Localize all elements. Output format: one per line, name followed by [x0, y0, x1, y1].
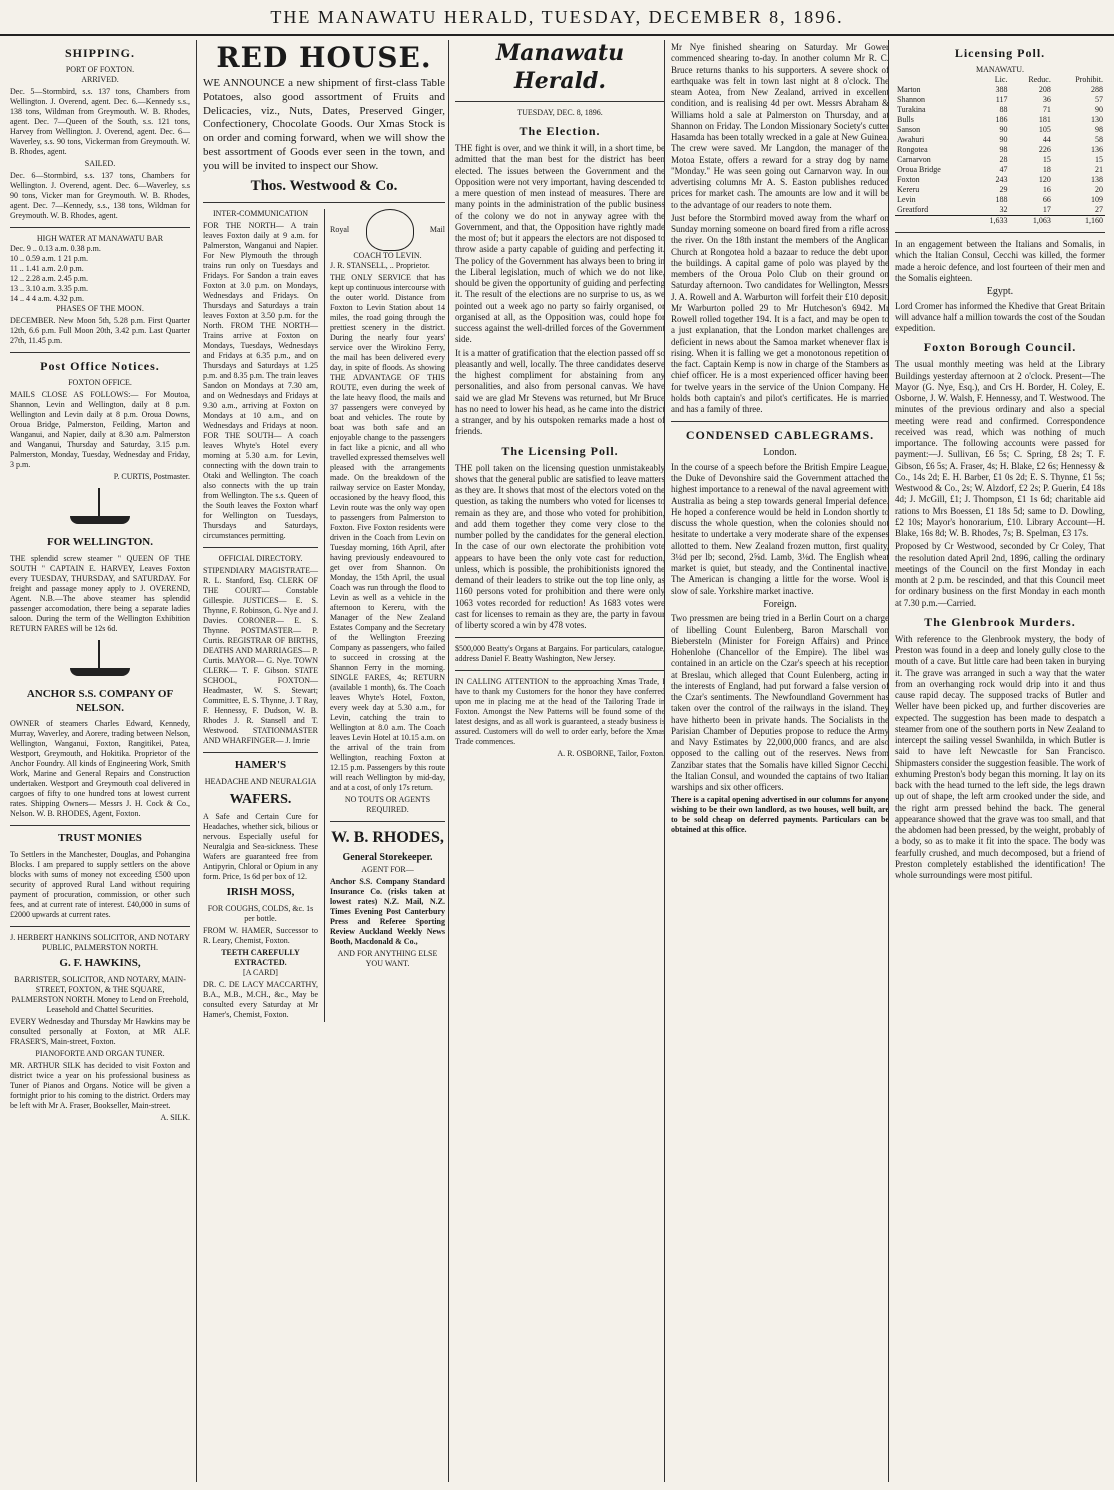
- poll-place: Foxton: [897, 175, 920, 184]
- poll-value: 138: [1091, 175, 1103, 184]
- piano-text: MR. ARTHUR SILK has decided to visit Foxton and district twice a year on his professional business as Tuner of Pianos and Organs. Notice will be given a fortnight prior to his coming to the district. Orders may be left with Mr A. Fraser, Bookseller, Main-street.: [10, 1060, 190, 1110]
- column-advertisements: [196, 40, 445, 1482]
- poll-value: 66: [1042, 195, 1051, 204]
- poll-value: 105: [1038, 125, 1051, 134]
- poll-value: 20: [1095, 185, 1103, 194]
- poll-place: Shannon: [897, 95, 925, 104]
- poll-total: 1,160: [1053, 216, 1105, 227]
- licensing-title: The Licensing Poll.: [501, 443, 619, 458]
- red-house-title: RED HOUSE.: [216, 41, 432, 74]
- column-editorial: [448, 40, 665, 1482]
- poll-value: 90: [1095, 105, 1103, 114]
- divider: [10, 227, 190, 228]
- poll-value: 243: [995, 175, 1008, 184]
- high-water-row: 10 .. 0.59 a.m. 1 21 p.m.: [10, 254, 88, 263]
- hankins-ad: J. HERBERT HANKINS SOLICITOR, AND NOTARY PUBLIC, PALMERSTON NORTH.: [10, 933, 190, 952]
- wafers-title: WAFERS.: [229, 791, 292, 807]
- london-text: In the course of a speech before the British Empire League, the Duke of Devonshire said the Government attached the highest importance to a renewal of the naval agreement with Australia as being a step towards general Imperial defence. He hoped a conference would be held in London shortly to discuss the whole question, when the colonies should not hesitate to undertake a very moderate share of the expenses allotted to them. New Zealand frozen mutton, first quality, 3¼d per lb; second, 2⅝d. Lamb, 3⅛d. The English wheat market is quiet, but steady, and the Continental inactive. The American is changing a little for the worse. Wool is slow of sale. Yorkshire market inactive.: [671, 461, 889, 596]
- column-council: [888, 40, 1105, 1482]
- irish-moss-title: IRISH MOSS,: [226, 886, 295, 899]
- licensing-text: THE poll taken on the licensing question unmistakeably shows that the general public are satisfied to leave matters as they are. It shows that most of the electors voted on the question, as taking the numbers who voted for licenses to remain as they are, and those who voted for prohibition, and add them together they come very close to the number polled by the candidates for the general election. In the case of our own electorate the prohibition vote appears to have been the only vote cast for reduction, unless, which is possible, the prohibitionists ignored the demand of their leaders to strike out the top line only, as 1160 persons voted for prohibition and there were only 1063 votes recorded for reduction! As 1683 votes were cast for licenses to remain as they are, the party in favour of liberty scored a win by 478 votes.: [455, 462, 665, 630]
- poll-value: 36: [1042, 95, 1051, 104]
- poll-value: 226: [1038, 145, 1051, 154]
- poll-value: 15: [1042, 155, 1051, 164]
- poll-value: 88: [999, 105, 1008, 114]
- poll-place: Oroua Bridge: [897, 165, 941, 174]
- red-house-text: WE ANNOUNCE a new shipment of first-class Table Potatoes, also good assortment of Fruits and Delicacies, viz., Nuts, Dates, Preserved Ginger, Confectionery, Chocolate Goods. Our Xmas Stock is on order and coming forward, when we will show the best assortment of Goods ever seen in the town, and you will be invited to inspect our Show.: [203, 77, 445, 172]
- poll-header-row: [895, 75, 1105, 85]
- divider: [10, 352, 190, 353]
- dentist-text: DR. C. DE LACY MACCARTHY, B.A., M.B., M.CH., &c., May be consulted every Saturday at Mr Hamer's, Chemist, Foxton.: [203, 980, 318, 1019]
- poll-body: [895, 85, 1105, 226]
- trust-monies-text: To Settlers in the Manchester, Douglas, and Pohangina Blocks. I am prepared to supply settlers on the above blocks with sums of money not exceeding £500 upon security of approved Rural Land without requiring payment of procuration, commission, or other such fees, and at current rate of interest. £40,000 in sums of £2000 upwards at current rates.: [10, 850, 190, 919]
- cablegrams-title: CONDENSED CABLEGRAMS.: [685, 428, 875, 443]
- poll-place: Bulls: [897, 115, 914, 124]
- poll-value: 17: [1042, 205, 1051, 214]
- local-news: Mr Nye finished shearing on Saturday. Mr Gower commenced shearing to-day. In another column Mr R. C. Bruce returns thanks to his supporters. A severe shock of earthquake was felt in town last night at 8 o'clock. The steam Aotea, from New Zealand, arrived in excellent condition, and is realising 4d per owt. Messrs Abraham & Williams hold a sale at Palmerston on Thursday, and at Shannon on Friday. The London Missionary Society's cutter Hasamda has been totally wrecked in a gale at New Guinea. The crew were saved. Mr Langdon, the manager of the Motoa Estate, offers a reward for a stray dog by name "Monday." He was seen going out Carnarvon way. In our advertising columns Mr A. S. Easton publishes reduced prices for market cash. The amounts are low and it will be to the advantage of our readers to note them.: [671, 42, 889, 210]
- nameplate: Manawatu Herald.: [495, 40, 625, 94]
- poll-place: Marton: [897, 85, 921, 94]
- divider: [203, 752, 318, 753]
- sailed-text: Dec. 6—Stormbird, s.s. 137 tons, Chambers for Wellington. J. Overend, agent. Dec. 6—Waverley, s.s 90 tons, Vicker man for Greymouth. W. B. Rhodes, agent. Dec. 7—Kennedy, s.s., 138 tons, Wildman for Greymouth. W. B. Rhodes, agent.: [10, 171, 190, 220]
- poll-value: 208: [1038, 85, 1051, 94]
- council-title: Foxton Borough Council.: [923, 340, 1077, 355]
- column-shipping: [10, 40, 190, 1482]
- port-title: PORT OF FOXTON.: [65, 65, 135, 74]
- beatty-ad: $500,000 Beatty's Organs at Bargains. For particulars, catalogue, address Daniel F. Beatty Washington, New Jersey.: [455, 644, 665, 664]
- high-water-row: Dec. 9 .. 0.13 a.m. 0.38 p.m.: [10, 244, 101, 253]
- royal-arms-icon: [366, 209, 414, 251]
- capital-opening: There is a capital opening advertised in our columns for anyone wishing to be their own landlord, as two houses, well built, are to be sold cheap on deferred payments. Particulars can be obtained at this office.: [671, 795, 889, 835]
- post-office-sign: P. CURTIS, Postmaster.: [113, 472, 190, 481]
- poll-value: 18: [1042, 165, 1051, 174]
- divider: [203, 202, 445, 203]
- london-heading: London.: [763, 447, 797, 459]
- poll-value: 188: [995, 195, 1008, 204]
- egypt-text: Lord Cromer has informed the Khedive that Great Britain will advance half a million towards the cost of the Soudan expedition.: [895, 300, 1105, 333]
- divider: [10, 926, 190, 927]
- hawkins-text: BARRISTER, SOLICITOR, AND NOTARY, MAIN-STREET, FOXTON, & THE SQUARE, PALMERSTON NORTH. Money to Lend on Freehold, Leasehold and Chattel Securities.: [11, 974, 189, 1014]
- poll-value: 98: [999, 145, 1008, 154]
- poll-value: 130: [1091, 115, 1103, 124]
- column-news: [664, 40, 889, 1482]
- poll-place: Kereru: [897, 185, 920, 194]
- hamer-subtitle: HEADACHE AND NEURALGIA: [204, 776, 317, 786]
- mail-label: Mail: [429, 225, 445, 234]
- council-text: The usual monthly meeting was held at the Library Buildings yesterday afternoon at 2 o'clock. Present—The Mayor (G. Nye, Esq.), and Crs H. Border, H. Coley, E. Osborne, J. W. Walsh, F. Hennessy, and T. Westwood. The minutes of the previous ordinary and also a special meeting were read and confirmed. Correspondence received was read, which was nothing of much importance. The following accounts were passed for payment:—J. Sullivan, £6 5s; C. Spring, £8 2s; T. F. Gibson, £6 5s; A. Fraser, 4s; H. Blake, £2 6s; Hennessy & Co., 14s 2d; E. H. Barber, £1 0s 2d; E. S. Thynne, £1 5s; Westwood & Co., 2s; W. Alzdorf, £2 2s; P. Guerin, £4 18s 4d; J. McGill, £1; J. Thompson, £1 1s 6d; charitable aid rations to Mrs Boessen, £1 18s 5d; same to D. Dowling, £2 10s; Mayor's honorarium, £10. Library Account—H. Blake, 16s 8d; W. B. Rhodes, 7s; B. Spelman, £3 17s.: [895, 359, 1105, 538]
- poll-row: [895, 185, 1105, 195]
- poll-row: [895, 155, 1105, 165]
- high-water-row: 14 .. 4 4 a.m. 4.32 p.m.: [10, 294, 84, 303]
- sailed-label: SAILED.: [84, 159, 116, 168]
- election-text-2: It is a matter of gratification that the election passed off so pleasantly and well, locally. The three candidates deserve the highest compliment for abstaining from any personalities, and also from personal canvas. We have said we are glad Mr Stevens was returned, but Mr Bruce has no need to lower his head, as he came into the district a stranger, and by his outspoken remarks made a host of friends.: [455, 347, 665, 437]
- coach-title: COACH TO LEVIN.: [353, 251, 422, 260]
- directory-title: OFFICIAL DIRECTORY.: [218, 554, 303, 563]
- engagement-text: In an engagement between the Italians and Somalis, in which the Italian Consul, Cecchi was killed, the former made a heroic defence, and lost fourteen of their men and the Somalis eighteen.: [895, 239, 1105, 283]
- poll-value: 288: [1091, 85, 1103, 94]
- coach-proprietor: J. R. STANSELL, .. Proprietor.: [330, 261, 430, 270]
- post-office-title: Post Office Notices.: [40, 359, 160, 373]
- sailing-ship-illustration: [60, 640, 140, 682]
- poll-total-row: [895, 216, 1105, 227]
- anchor-company-title: ANCHOR S.S. COMPANY OF NELSON.: [26, 687, 174, 714]
- anchor-company-text: OWNER of steamers Charles Edward, Kennedy, Murray, Waverley, and Aorere, trading between Nelson, Wellington, Wanganui, Foxton, Rangitikei, Patea, Westport, Greymouth, and Hokitika. Proprietor of the Anchor Foundry. All kinds of Engineering Work, Smith Work, Marine and General Repairs and Construction undertaken. Westport and Greymouth coal delivered in cargoes of fifty to one hundred tons at lowest current rates. Shipping Owners— Messrs J. H. Cock & Co., Nelson. W. B. RHODES, Agent, Foxton.: [10, 719, 190, 819]
- poll-subtitle: MANAWATU.: [975, 65, 1025, 74]
- poll-value: 29: [999, 185, 1008, 194]
- poll-place: Sanson: [897, 125, 921, 134]
- divider: [203, 547, 318, 548]
- hamer-from: FROM W. HAMER, Successor to R. Leary, Chemist, Foxton.: [203, 926, 318, 945]
- poll-header: Prohibit.: [1075, 75, 1103, 84]
- poll-row: [895, 105, 1105, 115]
- wellington-text: THE splendid screw steamer " QUEEN OF THE SOUTH " CAPTAIN E. HARVEY, Leaves Foxton every TUESDAY, THURSDAY, and SATURDAY. For freight and passage money apply to J. OVEREND, Agent. N.B.—The above steamer has splendid passenger accomodation, there being a separate ladies saloon. During the term of the Wellington Exhibition RETURN FARES will be 12s 6d.: [10, 553, 190, 633]
- hawkins-visit: EVERY Wednesday and Thursday Mr Hawkins may be consulted personally at Foxton, at MR ALF. FRASER'S, Main-street, Foxton.: [10, 1016, 190, 1046]
- divider: [330, 821, 445, 822]
- moon-title: PHASES OF THE MOON.: [56, 304, 144, 313]
- arrived-text: Dec. 5—Stormbird, s.s. 137 tons, Chambers from Wellington. J. Overend, agent. Dec. 6.—Kennedy s.s., 138 tons, Wildman from Greymouth. W. B. Rhodes, agent. Dec. 7—Queen of the South, s.s. 121 tons, Harvey from Wellington. J. Overend, agent. Dec. 6—Waverley, s.s. 90 tons, Vickerman from Greymouth. W. B. Rhodes, agent.: [10, 87, 190, 156]
- high-water-row: 13 .. 3.10 a.m. 3.35 p.m.: [10, 284, 88, 293]
- piano-sign: A. SILK.: [160, 1112, 190, 1122]
- poll-row: [895, 145, 1105, 155]
- steamer-illustration: [60, 488, 140, 530]
- osborne-sign: A. R. OSBORNE, Tailor, Foxton.: [557, 749, 665, 759]
- post-office-subtitle: FOXTON OFFICE.: [68, 378, 132, 387]
- poll-value: 21: [1095, 165, 1103, 174]
- no-touts: NO TOUTS OR AGENTS REQUIRED.: [344, 795, 431, 814]
- trust-monies-title: TRUST MONIES: [58, 832, 142, 845]
- divider: [455, 637, 665, 638]
- poll-value: 181: [1038, 115, 1051, 124]
- poll-value: 90: [999, 125, 1008, 134]
- divider: [10, 825, 190, 826]
- poll-total: 1,063: [1009, 216, 1052, 227]
- poll-place: Rongotea: [897, 145, 928, 154]
- poll-value: 58: [1095, 135, 1103, 144]
- foreign-heading: Foreign.: [763, 598, 797, 610]
- poll-total: [895, 216, 973, 227]
- poll-place: Turakina: [897, 105, 926, 114]
- poll-value: 120: [1038, 175, 1051, 184]
- card-label: [A CARD]: [243, 968, 278, 977]
- election-title: The Election.: [519, 124, 601, 138]
- poll-total: 1,633: [973, 216, 1009, 227]
- high-water-title: HIGH WATER AT MANAWATU BAR: [36, 234, 164, 243]
- poll-value: 44: [1042, 135, 1051, 144]
- inter-title: INTER-COMMUNICATION: [212, 209, 309, 218]
- high-water-row: 12 .. 2.28 a.m. 2.45 p.m.: [10, 274, 88, 283]
- poll-value: 90: [999, 135, 1008, 144]
- poll-value: 27: [1095, 205, 1103, 214]
- teeth-title: TEETH CAREFULLY EXTRACTED.: [221, 948, 300, 967]
- poll-row: [895, 195, 1105, 205]
- egypt-heading: Egypt.: [986, 286, 1014, 297]
- rhodes-subtitle: General Storekeeper.: [342, 852, 433, 863]
- poll-value: 136: [1091, 145, 1103, 154]
- poll-header: Lic.: [994, 75, 1008, 84]
- poll-value: 15: [1095, 155, 1103, 164]
- glenbrook-text: With reference to the Glenbrook mystery, the body of Preston was found in a deep and lonely gully close to the mouth of a cave. But little care had been taken in burying it. The grave was arranged in such a way that the water from an overhanging rock would drip into it and thus cause rapid decay. The supposed tracks of Butler and Weller have been picked up, and further discoveries are expected. The suggestion has been made to despatch a steamer from one of the southern ports in New Zealand to intercept the sailing vessel Swanhilda, in which Butler is said to have left Newcastle for San Francisco. Shipmasters consider the suggestion feasible. The work of exhuming Preston's body began this morning. It lay on its back with the head turned to the left side, the legs drawn up out of shape, the left arm crooked under the side, and the right arm pressed behind the back. The general appearance showed that the grave was too small, and that the abdomen had been pressed, by the weight, probably of a body, so as to make it fit into the space. The body was fearfully crushed, and much decomposed, but a friend of Preston completely established the identification! The whole surroundings were most pitiful.: [895, 633, 1105, 880]
- poll-row: [895, 175, 1105, 185]
- poll-row: [895, 125, 1105, 135]
- arrived-label: ARRIVED.: [81, 75, 119, 84]
- poll-row: [895, 95, 1105, 105]
- anything-else: AND FOR ANYTHING ELSE YOU WANT.: [337, 948, 438, 968]
- poll-value: 28: [999, 155, 1008, 164]
- divider: [455, 101, 665, 102]
- poll-row: [895, 85, 1105, 95]
- poll-row: [895, 115, 1105, 125]
- poll-place: Greatford: [897, 205, 929, 214]
- poll-value: 47: [999, 165, 1008, 174]
- osborne-ad: IN CALLING ATTENTION to the approaching Xmas Trade, I have to thank my Customers for the honor they have conferred upon me in placing me at the head of the Tailoring Trade in Foxton. Amongst the New Patterns will be found some of the latest designs, and as all work is guaranteed, a steady business is assured. Customers will do well to order early, before the Xmas Trade commences.: [455, 677, 665, 747]
- westwood-name: Thos. Westwood & Co.: [250, 178, 398, 195]
- poll-table: [895, 75, 1105, 226]
- high-water-row: 11 .. 1.41 a.m. 2.0 p.m.: [10, 264, 84, 273]
- moon-text: DECEMBER. New Moon 5th, 5.28 p.m. First Quarter 12th, 6.6 p.m. Full Moon 20th, 3.42 p.m. Last Quarter 27th, 11.45 p.m.: [10, 316, 190, 345]
- wellington-title: FOR WELLINGTON.: [47, 536, 153, 548]
- poll-value: 32: [999, 205, 1008, 214]
- agencies-list: Anchor S.S. Company Standard Insurance Co. (risks taken at lowest rates) N.Z. Mail, N.Z. Times Evening Post Canterbury Press and Referee Sporting Review Auckland Weekly News Booth, Macdonald & Co.,: [330, 876, 445, 946]
- election-text: THE fight is over, and we think it will, in a short time, be admitted that the man best for the district has been elected. The issues between the Government and the Opposition were not very important, having descended to a mere question of men instead of measures. There are many points in the administration of the public business of the colony we do not in anyway agree with the Government, and that, the Opposition have rightly made the most of; but it appears the electors are not disposed to throw aside a party capable of guiding and perfecting it. The policy of the Government has always been to bring in the Liberal legislation, much of which we do not like, should be given the opportunity of guiding and perfecting it. The result of the elections are no surprise to us, as we pointed out a week ago no party so fairly organised, or organised at all, as the Opposition was, could hope for success against the well-drilled forces of the Government side.: [455, 143, 665, 345]
- poll-value: 109: [1091, 195, 1103, 204]
- irish-moss-text: FOR COUGHS, COLDS, &c. 1s per bottle.: [207, 904, 314, 923]
- piano-title: PIANOFORTE AND ORGAN TUNER.: [35, 1048, 165, 1058]
- shipping-title: SHIPPING.: [64, 46, 135, 60]
- divider: [671, 421, 889, 422]
- poll-title: Licensing Poll.: [954, 46, 1046, 60]
- local-news-2: Just before the Stormbird moved away from the wharf on Sunday morning someone on board fired from a rifle across the river. On the 18th instant the members of the Anglican Church at Rongotea hold a bazaar to reduce the debt upon the buildings. A capital game of polo was played by the members of the Oroua Polo Club on their ground on Saturday afternoon. Two candidates for Wellington, Messrs J. A. Rowell and A. Warburton will forfeit their £10 deposit. Mr Warburton polled 29 to Mr Hutcheson's 6942. Mr Rowell rolled together 194. It is a fact, and may be open to a just explanation, that the London market challenges are deficient in news about the Samoa market whenever flax is rising. When it is falling we get a monotonous repetition of the fact. Captain Kemp is now in charge of the Stambers as chief officer. He is a most experienced officer having been for twelve years in the service of the Union Company. He holds both captain's and pilot's certificates. He is married and has a family of three.: [671, 212, 889, 414]
- divider: [455, 670, 665, 671]
- poll-value: 388: [995, 85, 1008, 94]
- poll-header: [895, 75, 973, 85]
- poll-value: 98: [1095, 125, 1103, 134]
- hamer-title: HAMER'S: [234, 759, 287, 771]
- directory-text: STIPENDIARY MAGISTRATE— R. L. Stanford, Esq. CLERK OF THE COURT— Constable Gillespie. JUSTICES— E. S. Thynne, F. Robinson, G. Nye and J. Davies. CORONER— E. S. Thynne. POSTMASTER— P. Curtis. REGISTRAR OF BIRTHS, DEATHS AND MARRIAGES— P. Curtis. MAYOR— G. Nye. TOWN CLERK— T. F. Gibson. STATE SCHOOL, FOXTON— Headmaster, W. S. Stewart; Committee, E. S. Thynne, J. T Ray, F. Hennessy, F. Dudson, W. B. Rhodes J. R. Stansell and T. Westwood. STATIONMASTER AND WHARFINGER— J. Imrie: [203, 566, 318, 745]
- post-office-text: MAILS CLOSE AS FOLLOWS:— For Moutoa, Shannon, Levin and Wellington, daily at 8 p.m. Wellington and Levin daily at 8 p.m. Oroua Downs, Oroua Bridge, Palmerston, Feilding, Marton and Wanganui, and Napier, daily at 8.30 a.m. Palmerston and Wanganui, Thursday and Saturday, 3.15 p.m. Palmerston, Monday, Tuesday, Wednesday and Friday, 3 p.m.: [10, 390, 190, 469]
- poll-row: [895, 165, 1105, 175]
- agent-for: AGENT FOR—: [361, 864, 414, 874]
- coach-text: THE ONLY SERVICE that has kept up continuous intercourse with the outer world. Distance from Foxton to Levin Station about 14 miles, the road going through the prettiest scenery in the district. During the nearly four years' service over the Wirokino Ferry, the mail has been delivered every day, in spite of floods. As showing THE ADVANTAGE OF THIS ROUTE, even during the week of the late heavy flood, the mails and 37 passengers were conveyed by boat and vehicles. The route by boat was both safe and an enjoyable change to the passengers in fact like a picnic, and all who travelled expressed themselves well pleased with the arrangements made. On the breakdown of the railway service on Easter Monday, occasioned by the heavy flood, this Levin route was the only way open to passengers from Palmerston to Foxton. Five Foxton residents were driven in the Coach from Levin on Tuesday morning, 16th April, after having previously endeavoured to get over from Shannon. On Monday, the 15th April, the usual Coach was run through the flood to Levin as well as a vehicle in the afternoon to Kereru, with the Manager of the New Zealand Estates Company and the Secretary of the Wellington Freezing Company as passengers, who failed to succeed in crossing at the Shannon Ferry in the morning. SINGLE FARES, 4s; RETURN (available 1 month), 6s. The Coach leaves Whyte's Hotel, Foxton, every week day at 5.30 a.m., for Levin, catching the train to Wellington at 8.0 a.m. The Coach leaves Levin Hotel at 10.15 a.m. on the arrival of the train from Wellington, reaching Foxton at 12.15 p.m. Passengers by this route will reach Wellington by mid-day, and at a cost, of only 17s return.: [330, 273, 445, 792]
- poll-value: 186: [995, 115, 1008, 124]
- rhodes-title: W. B. RHODES,: [331, 829, 444, 846]
- masthead: THE MANAWATU HERALD, TUESDAY, DECEMBER 8, 1896.: [0, 0, 1114, 36]
- glenbrook-title: The Glenbrook Murders.: [924, 614, 1076, 629]
- hamer-text: A Safe and Certain Cure for Headaches, whether sick, bilious or nervous. Especially useful for Neuralgia and Sea-sickness. These Wafers are guaranteed free from Antipyrin, Chloral or Opium in any form. Price, 1s 6d per box of 12.: [203, 812, 318, 882]
- foreign-text: Two pressmen are being tried in a Berlin Court on a charge of libelling Count Eulenberg, Baron Marschall von Biebersteln (Minister for Foreign Affairs) and Prince Hohenlohe (Chancellor of the Empire). The libel was contained in an article on the Czar's speech at his reception at Breslau, which alleged that Count Eulenberg, acting in the interests of England, had put forward a false version of the Czar's sentiments. The Newfoundland Government has taken over the control of the railways in the island. They have hitherto been in private hands. The Socialists in the Parisian Chamber of Deputies propose to reduce the Army and Navy Estimates by 22,000,000 francs, and are also opposed to the calling out of the reserves. News from Zanzibar states that the Somalis have killed Signor Cecchi, the Italian Consul, and wounded the captains of two Italian warships and six other officers.: [671, 613, 889, 792]
- poll-row: [895, 135, 1105, 145]
- poll-place: Levin: [897, 195, 916, 204]
- council-text-2: Proposed by Cr Westwood, seconded by Cr Coley, That the resolution dated April 2nd, 1896, calling the ordinary meetings of the Council on the first Monday in each month at 2 p.m. be rescinded, and that this Council meet for ordinary business on the first Monday in each month at 7.30 p.m.—Carried.: [895, 541, 1105, 608]
- divider: [895, 232, 1105, 233]
- poll-value: 117: [995, 95, 1008, 104]
- poll-value: 16: [1042, 185, 1051, 194]
- poll-header: Reduc.: [1028, 75, 1051, 84]
- poll-place: Carnarvon: [897, 155, 931, 164]
- poll-row: [895, 205, 1105, 216]
- inter-text: FOR THE NORTH— A train leaves Foxton daily at 9 a.m. for Palmerston, Wanganui and Napier. For New Plymouth the through trains run only on Tuesdays and Fridays. For Sandon a train eaves Foxton at 3.0 p.m. on Mondays, Wednesdays and Fridays. On Thursdays and Saturdays a train leaves Foxton at 3.50 p.m. for the North. FROM THE NORTH— Trains arrive at Foxton on Mondays, Tuesdays, Wednesdays and Fridays at 6.35 p.m., and on Thursdays and Saturdays at 1.25 p.m. and 8.35 p.m. The train leaves Sandon on Mondays at 7.30 am, and on Wednesdays and Fridays at 9.30 a.m., arriving at Foxton on Mondays at 10 a.m., and on Wednesdays and Fridays at noon. FOR THE SOUTH— A coach leaves Whyte's Hotel every morning at 5.30 a.m. for Levin, connecting with the down train to Otaki and Wellington. The coach also connects with the up train from Wellington. The s.s. Queen of the South leaves the Foxton wharf for Wellington on Tuesdays, Thursdays and Saturdays, circumstances permitting.: [203, 221, 318, 540]
- issue-date: TUESDAY, DEC. 8, 1896.: [517, 108, 603, 117]
- poll-value: 71: [1042, 105, 1051, 114]
- hawkins-title: G. F. HAWKINS,: [59, 957, 141, 969]
- poll-place: Awahuri: [897, 135, 925, 144]
- royal-label: Royal: [330, 225, 350, 234]
- poll-value: 57: [1095, 95, 1103, 104]
